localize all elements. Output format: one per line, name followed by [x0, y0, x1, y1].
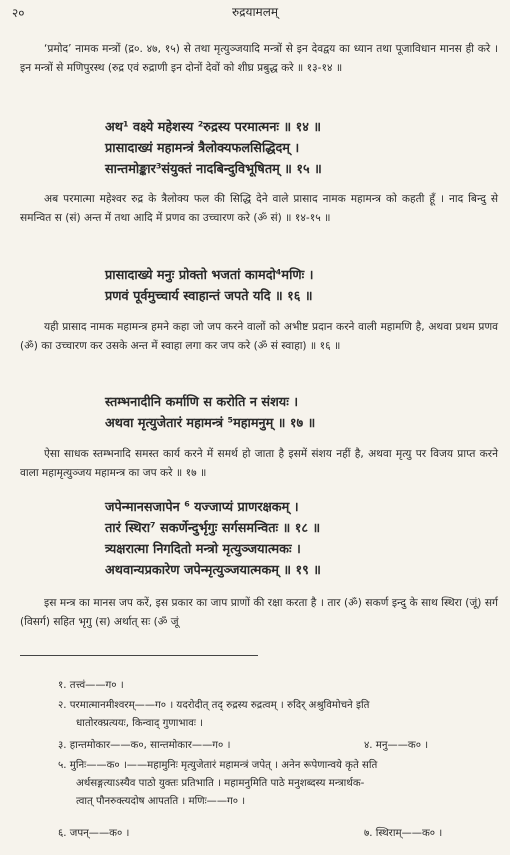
- footnote-2: २. परमात्मानमीश्वरम्——ग० । यदरोदीत् तद् रुद्रस्य रुद्रत्वम् । रुदिर् अश्रुविमोचने इति: [58, 700, 370, 711]
- footnote-1: १. तत्त्वं——ग० ।: [58, 680, 124, 691]
- commentary-paragraph-5: [20, 594, 498, 632]
- verse-14-15: [105, 117, 505, 180]
- verse-line: त्र्यक्षरात्मा निगदितो मन्त्रो मृत्युञ्जयात्मकः ।: [105, 542, 301, 557]
- verse-line: सान्तमोङ्कार³संयुक्तं नादबिन्दुविभूषितम् ॥ १५ ॥: [105, 162, 322, 177]
- verse-17: [105, 392, 505, 434]
- para-3-line-1: यही प्रासाद नामक महामन्त्र हमने कहा जो जप करने वालों को अभीष्ट प्रदान करने: [44, 321, 355, 333]
- verse-line: अथ¹ वक्ष्ये महेशस्य ²रुद्रस्य परमात्मनः ॥ १४ ॥: [105, 120, 322, 135]
- footnote-6: ६. जपन्——क० ।: [58, 828, 130, 839]
- commentary-paragraph-1: [20, 40, 498, 78]
- page-number: २०: [12, 6, 25, 20]
- verse-line: तारं स्थिरा⁷ सकर्णेन्दुर्भृगुः सर्गसमन्वितः ॥ १८ ॥: [105, 521, 321, 536]
- para-4-line-2: अथवा मृत्यु पर विजय प्राप्त करने वाला महामृत्युञ्जय महामन्त्र का जप करे ॥ १७ ॥: [20, 448, 499, 479]
- footnote-2-continued: धातोरक्प्रत्ययः, किन्वाद् गुणाभावः ।: [76, 718, 204, 729]
- verse-line: प्रणवं पूर्वमुच्चार्य स्वाहान्तं जपते यदि ॥ १६ ॥: [105, 289, 313, 304]
- commentary-paragraph-4: [20, 445, 498, 483]
- verse-18-19: [105, 497, 505, 581]
- commentary-paragraph-2: [20, 190, 498, 228]
- para-2-line-2: महामन्त्र को कहती हूँ । नाद बिन्दु से समन्वित स (सं) अन्त में तथा आदि में प्रणव का: [20, 193, 498, 224]
- para-2-line-3: उच्चारण करे (ॐ सं) ॥ १४-१५ ॥: [202, 212, 331, 224]
- para-3-line-2: वाली महामणि है, अथवा प्रथम प्रणव (ॐ) का उच्चारण कर उसके अन्त में स्वाहा लगा: [20, 321, 498, 352]
- verse-line: अथवान्यप्रकारेण जपेन्मृत्युञ्जयात्मकम् ॥ १९ ॥: [105, 563, 321, 578]
- verse-line: प्रासादाख्यं महामन्त्रं त्रैलोक्यफलसिद्धिदम् ।: [105, 141, 300, 156]
- para-5-line-2: (ॐ) सकर्ण इन्दु के साथ स्थिरा (जूं) सर्ग (विसर्ग) सहित भृगु (स) अर्थात् सः (ॐ जूं: [20, 597, 498, 628]
- footnote-3: ३. हान्तमोकार——क०, सान्तमोकार——ग० ।: [58, 740, 231, 751]
- verse-16: [105, 265, 505, 307]
- running-title: रुद्रयामलम्: [231, 5, 279, 19]
- para-3-line-3: कर जप करे (ॐ सं स्वाहा) ॥ १६ ॥: [204, 340, 341, 352]
- verse-line: अथवा मृत्युजेतारं महामन्त्रं ⁵महामनुम् ॥ १७ ॥: [105, 416, 316, 431]
- verse-line: जपेन्मानसजापेन ⁶ यज्जाप्यं प्राणरक्षकम् ।: [105, 500, 299, 515]
- para-5-line-1: इस मन्त्र का मानस जप करें, इस प्रकार का जाप प्राणों की रक्षा करता है । तार: [44, 597, 341, 609]
- footnote-7: ७. स्थिराम्——क० ।: [364, 828, 443, 839]
- footnote-4: ४. मनु——क० ।: [364, 740, 429, 751]
- para-1-line-3: देवों को शीघ्र प्रबुद्ध करे ॥ १३-१४ ॥: [205, 62, 343, 74]
- footnote-5-continued: अर्थसङ्गत्याऽस्यैव पाठो युक्तः प्रतिभाति । महामनुमिति पाठे मनुशब्दस्य मन्त्रार्थक-: [76, 778, 365, 789]
- footnote-5: ५. मुनिः——क० ।——महामुनिः मृत्युजेतारं महामन्त्रं जपेत् । अनेन रूपेणान्वये कृते सति: [58, 760, 378, 771]
- para-2-line-1: अब परमात्मा महेश्वर रुद्र के त्रैलोक्य फल की सिद्धि देने वाले प्रासाद नामक: [44, 193, 346, 205]
- verse-line: स्तम्भनादीनि कर्माणि स करोति न संशयः ।: [105, 395, 299, 410]
- verse-line: प्रासादाख्ये मनुः प्रोक्तो भजतां कामदो⁴मणिः ।: [105, 268, 314, 283]
- footnote-divider: [20, 655, 258, 656]
- para-1-line-2: ध्यान तथा पूजाविधान मानस ही करे । इन मन्त्रों से मणिपुरस्थ (रुद्र एवं रुद्राणी इन दोनों: [20, 43, 498, 74]
- footnote-5-continued-2: त्वात् पौनरुक्त्यदोष आपतति । मणिः——ग० ।: [76, 796, 246, 807]
- para-4-line-1: ऐसा साधक स्तम्भनादि समस्त कार्य करने में समर्थ हो जाता है इसमें संशय नहीं है,: [44, 448, 364, 460]
- commentary-paragraph-3: [20, 318, 498, 356]
- para-1-line-1: ‘प्रमोद’ नामक मन्त्रों (द्र०. ४७, १५) से तथा मृत्युञ्जयादि मन्त्रों से इन देवद्वय का: [44, 43, 350, 55]
